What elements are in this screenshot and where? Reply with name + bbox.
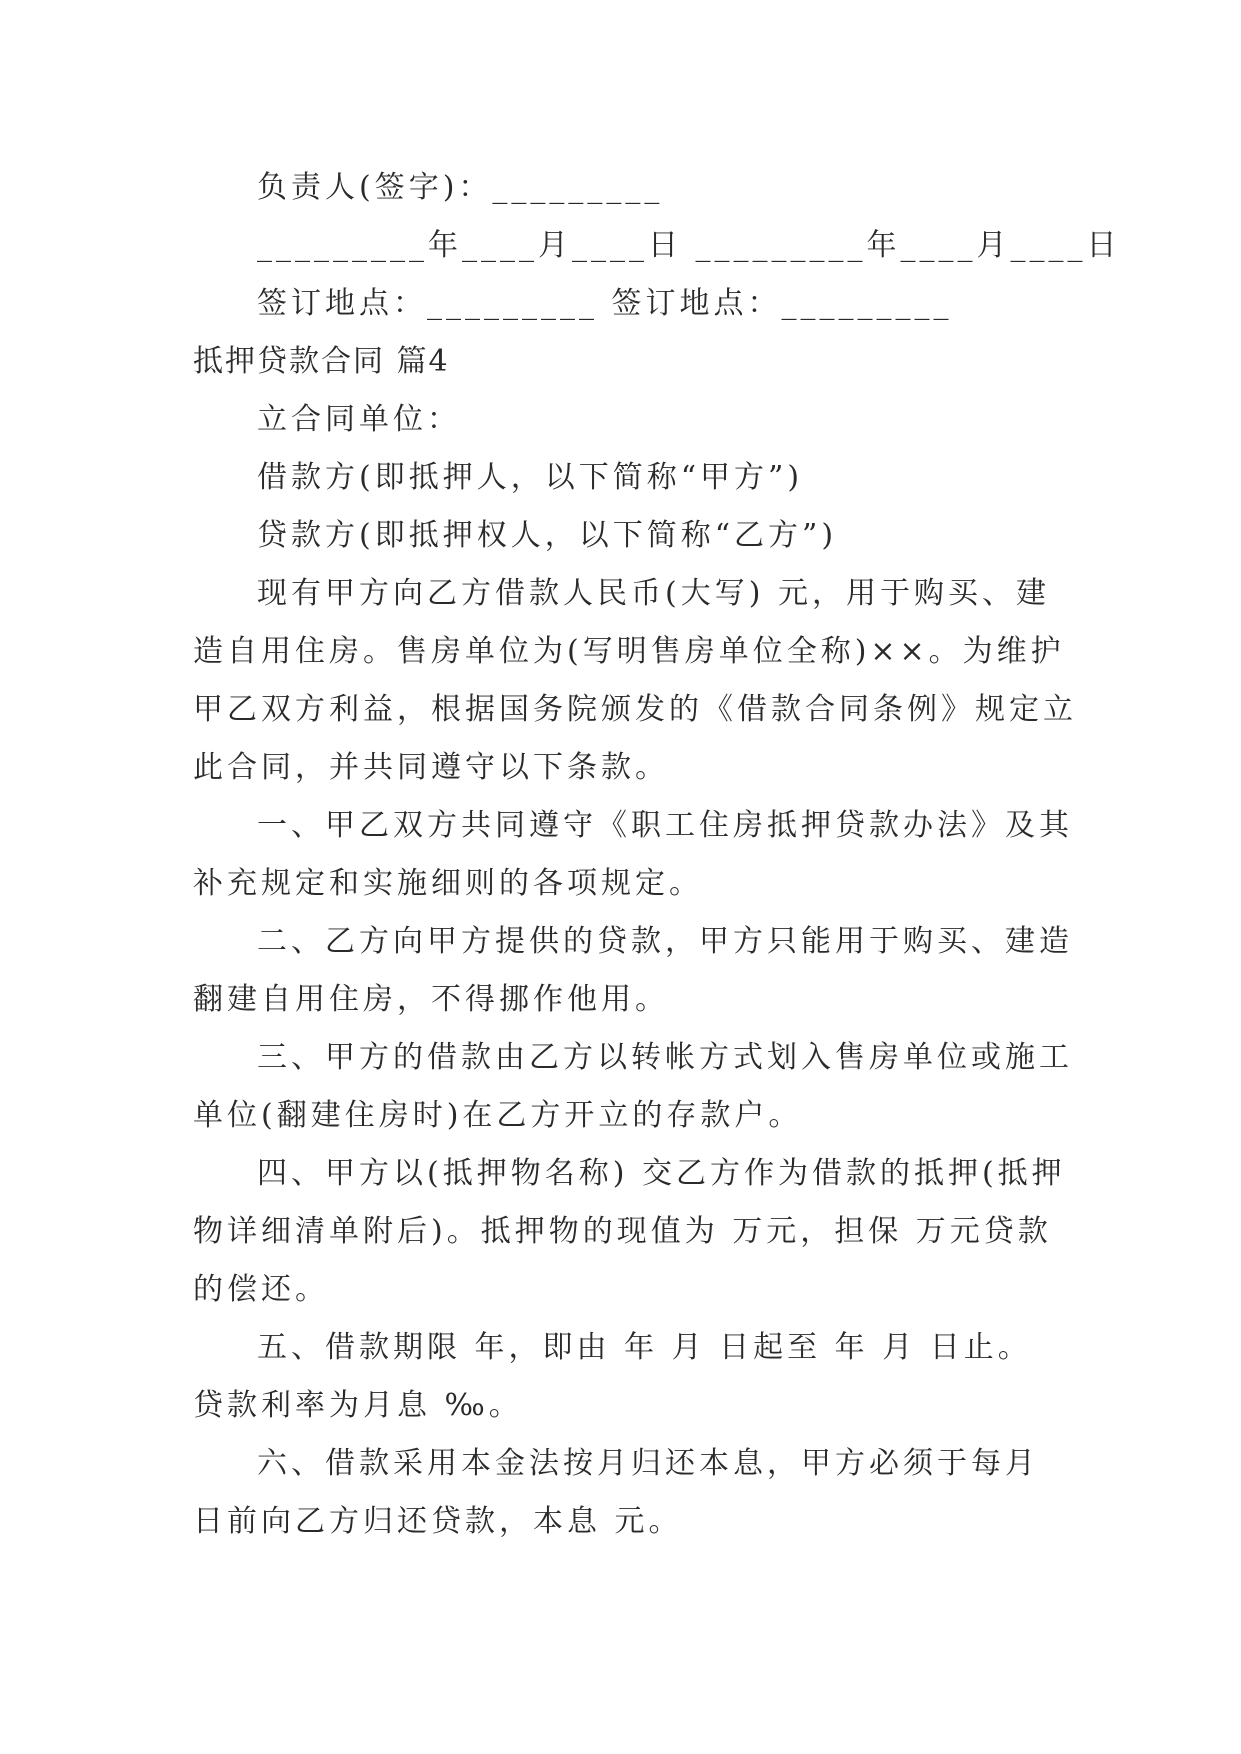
clause-3-line-2: 单位(翻建住房时)在乙方开立的存款户。 <box>193 1098 803 1133</box>
signatory-signature-line: 负责人(签字)：_________ <box>257 170 664 205</box>
preamble-line-3: 甲乙双方利益，根据国务院颁发的《借款合同条例》规定立 <box>193 692 1077 727</box>
clause-2-line-2: 翻建自用住房，不得挪作他用。 <box>193 982 669 1017</box>
signing-place-line: 签订地点：_________ 签订地点：_________ <box>257 286 953 321</box>
clause-4-line-1: 四、甲方以(抵押物名称) 交乙方作为借款的抵押(抵押 <box>257 1156 1066 1191</box>
contracting-parties-label: 立合同单位： <box>257 402 461 437</box>
clause-6-line-1: 六、借款采用本金法按月归还本息，甲方必须于每月 <box>257 1446 1039 1481</box>
clause-1-line-2: 补充规定和实施细则的各项规定。 <box>193 866 703 901</box>
clause-4-line-3: 的偿还。 <box>193 1272 329 1307</box>
preamble-line-2: 造自用住房。售房单位为(写明售房单位全称)××。为维护 <box>193 634 1065 669</box>
clause-5-line-2: 贷款利率为月息 ‰。 <box>193 1388 523 1423</box>
clause-3-line-1: 三、甲方的借款由乙方以转帐方式划入售房单位或施工 <box>257 1040 1073 1075</box>
preamble-line-1: 现有甲方向乙方借款人民币(大写) 元，用于购买、建 <box>257 576 1050 611</box>
lender-line: 贷款方(即抵押权人，以下简称“乙方”) <box>257 518 838 553</box>
borrower-line: 借款方(即抵押人，以下简称“甲方”) <box>257 460 804 495</box>
preamble-line-4: 此合同，并共同遵守以下条款。 <box>193 750 669 785</box>
section-title: 抵押贷款合同 篇4 <box>193 344 450 379</box>
clause-4-line-2: 物详细清单附后)。抵押物的现值为 万元，担保 万元贷款 <box>193 1214 1052 1249</box>
clause-5-line-1: 五、借款期限 年，即由 年 月 日起至 年 月 日止。 <box>257 1330 1032 1365</box>
clause-2-line-1: 二、乙方向甲方提供的贷款，甲方只能用于购买、建造 <box>257 924 1073 959</box>
clause-1-line-1: 一、甲乙双方共同遵守《职工住房抵押贷款办法》及其 <box>257 808 1073 843</box>
signing-date-line: _________年____月____日 _________年____月____日 <box>257 228 1121 263</box>
clause-6-line-2: 日前向乙方归还贷款，本息 元。 <box>193 1504 683 1539</box>
